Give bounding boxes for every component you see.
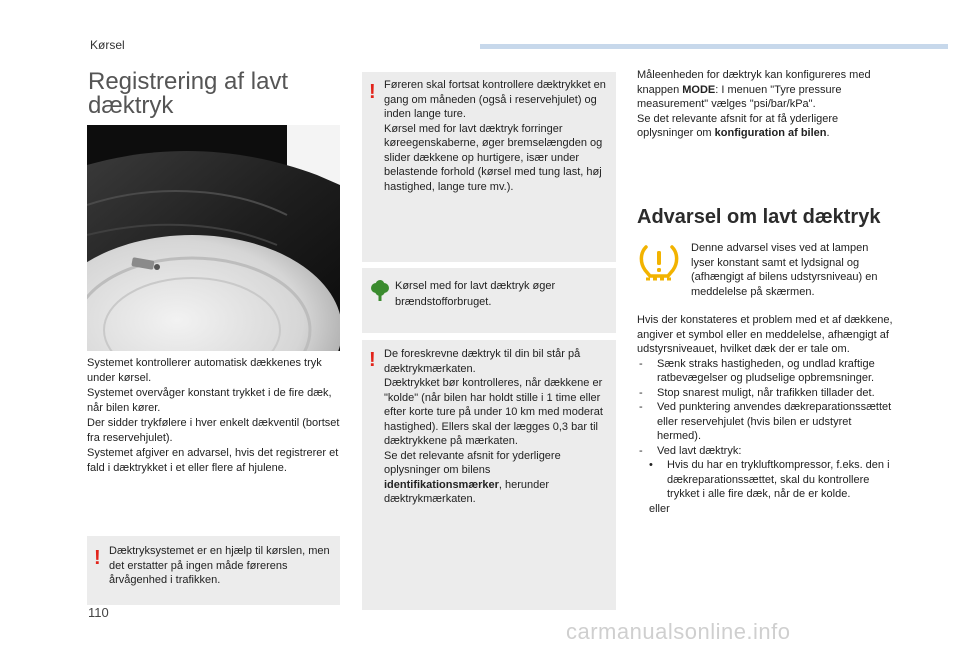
watermark: carmanualsonline.info: [566, 619, 791, 644]
warning-line: De foreskrevne dæktryk til din bil står på dæktrykmærkaten.: [384, 348, 581, 375]
dash-marker: -: [639, 444, 643, 457]
reference-prefix: Se det relevante afsnit for yderligere oplysninger om bilens: [384, 449, 561, 476]
steps-list: [637, 357, 897, 459]
sub-step-text: Hvis du har en trykluftkompressor, f.eks. den i dækreparationssættet, skal du kontrollere trykket i alle fire dæk, når de er kolde.: [667, 459, 890, 500]
lamp-description: Denne advarsel vises ved at lampen lyser konstant samt et lydsignal og (afhængigt af bilens udstyrsniveau) en meddelelse på skærmen.: [691, 242, 878, 298]
dash-marker: -: [639, 357, 643, 370]
units-line: [637, 68, 877, 112]
step-text: Stop snarest muligt, når trafikken tillader det.: [657, 386, 875, 399]
units-suffix: : I menuen "Tyre pressure measurement" vælges "psi/bar/kPa".: [637, 83, 842, 110]
eco-panel: [362, 268, 616, 333]
step-text: Sænk straks hastigheden, og undlad kraftige ratbevægelser og pludselige opbremsninger.: [657, 357, 875, 384]
intro-line: Systemet kontrollerer automatisk dækkenes tryk under kørsel.: [87, 357, 322, 384]
warning-line: Føreren skal fortsat kontrollere dæktrykket en gang om måneden (også i reservehjulet) og inden lange ture.: [384, 79, 606, 120]
problem-intro: Hvis der konstateres et problem med et af dækkene, angiver et symbol eller en meddelelse, afhængigt af udstyrsniveauet, hvilket dæk der er tale om.: [637, 314, 893, 355]
reference-suffix: .: [826, 127, 830, 139]
units-prefix: Måleenheden for dæktryk kan konfigureres med knappen: [637, 69, 871, 96]
step-text: Ved lavt dæktryk:: [657, 444, 742, 457]
warning-text: Dæktryksystemet er en hjælp til kørslen, men det erstatter på ingen måde førerens årvågenhed i trafikken.: [109, 545, 330, 586]
units-reference: [637, 112, 877, 141]
reference-prefix: Se det relevante afsnit for at få yderligere oplysninger om: [637, 112, 839, 139]
header-bar: [480, 44, 948, 49]
exclamation-icon: !: [369, 349, 376, 371]
intro-text: [87, 356, 342, 476]
tire-photo: [87, 125, 340, 351]
mode-button-label: MODE: [682, 83, 716, 96]
warning-reference: [384, 449, 610, 507]
tree-icon: [370, 280, 390, 302]
warning-panel: [362, 340, 616, 610]
section-heading: Advarsel om lavt dæktryk: [637, 206, 881, 228]
list-item: [637, 458, 897, 502]
warning-panel: [362, 72, 616, 262]
warning-line: Kørsel med for lavt dæktryk forringer køreegenskaberne, øger bremselængden og slider dækkene op hurtigere, især under belastende forhold (kørsel med tung last, høj hastighed, lange ture mv.).: [384, 122, 603, 193]
bullet-marker: •: [649, 459, 653, 471]
warning-panel: [87, 536, 340, 605]
list-item: [637, 400, 897, 444]
reference-link: konfiguration af bilen: [714, 127, 827, 139]
page-title: Registrering af lavt dæktryk: [88, 68, 289, 119]
units-text: [637, 68, 877, 141]
list-item: [637, 386, 897, 401]
intro-line: Der sidder trykfølere i hver enkelt dækventil (bortset fra reservehjulet).: [87, 417, 340, 444]
step-text: Ved punktering anvendes dækreparationssættet eller reservehjulet (hvis bilen er udstyret hermed).: [657, 401, 892, 442]
warning-line: Dæktrykket bør kontrolleres, når dækkene er "kolde" (når bilen har holdt stille i 1 time eller efter korte ture på under 10 km med moderat hastighed). Ellers skal der lægges 0,3 bar til dæktrykkene på mærkaten.: [384, 377, 603, 447]
dash-marker: -: [639, 386, 643, 399]
intro-line: Systemet afgiver en advarsel, hvis det registrerer et fald i dæktrykket i et eller flere af hjulene.: [87, 447, 339, 474]
reference-link: identifikationsmærker: [384, 478, 499, 491]
sub-steps-list: [637, 458, 897, 502]
page-number: 110: [88, 605, 109, 620]
eco-text: Kørsel med for lavt dæktryk øger brændstofforbruget.: [395, 280, 556, 308]
section-label: Kørsel: [90, 38, 125, 52]
tire-illustration: [87, 125, 340, 351]
tyre-pressure-warning-lamp-icon: [637, 241, 681, 281]
problem-section: [637, 313, 897, 516]
exclamation-icon: !: [94, 547, 101, 569]
dash-marker: -: [639, 401, 643, 413]
warning-text: [384, 78, 610, 194]
warning-text: [384, 347, 610, 507]
reference-suffix: , herunder dæktrykmærkaten.: [384, 478, 550, 505]
list-item: [637, 444, 897, 459]
intro-line: Systemet overvåger konstant trykket i de fire dæk, når bilen kører.: [87, 387, 332, 414]
exclamation-icon: !: [369, 81, 376, 103]
list-item: [637, 357, 897, 386]
trailing-text: eller: [649, 502, 670, 515]
